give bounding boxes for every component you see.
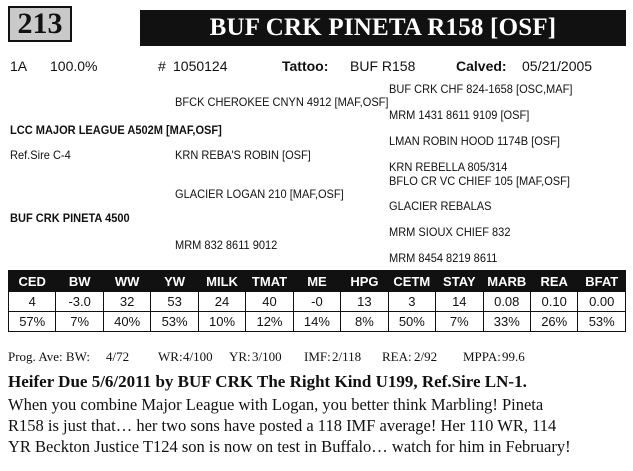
epd-value: -0 (293, 292, 340, 312)
pedigree-sds: LMAN ROBIN HOOD 1174B [OSF] (389, 134, 560, 148)
epd-percent: 12% (246, 312, 293, 332)
progeny-imf-label: IMF: (304, 349, 331, 364)
description-line: R158 is just that… her two sons have posted a 118 IMF average! Her 110 WR, 114 (8, 416, 557, 435)
progeny-yr-value: 3/100 (252, 349, 282, 364)
epd-value: 3 (388, 292, 435, 312)
epd-value: 0.00 (578, 292, 626, 312)
epd-value: -3.0 (56, 292, 103, 312)
epd-percent: 10% (198, 312, 245, 332)
epd-percent: 40% (103, 312, 150, 332)
epd-percent: 7% (56, 312, 103, 332)
progeny-mppa-label: MPPA: (463, 349, 501, 364)
percent-ownership: 100.0% (50, 58, 98, 74)
pedigree-sire-sire: BFCK CHEROKEE CNYN 4912 [MAF,OSF] (175, 95, 389, 109)
epd-value: 40 (246, 292, 293, 312)
calved-date: 05/21/2005 (522, 58, 593, 74)
epd-percent: 7% (436, 312, 483, 332)
epd-value: 53 (151, 292, 198, 312)
epd-value: 14 (436, 292, 483, 312)
progeny-yr-label: YR: (229, 349, 251, 364)
epd-value-row (9, 292, 626, 312)
pedigree-dam-dam: MRM 832 8611 9012 (175, 238, 278, 252)
pedigree-dds: MRM SIOUX CHIEF 832 (389, 225, 511, 239)
progeny-imf-value: 2/118 (332, 349, 362, 364)
lot-number: 213 (8, 6, 72, 42)
description-line: When you combine Major League with Logan, you better think Marbling! Pineta (8, 395, 544, 414)
description (8, 394, 626, 457)
pedigree-ref-sire: Ref.Sire C-4 (10, 148, 71, 162)
description-line: YR Beckton Justice T124 son is now on test in Buffalo… watch for him in February! (8, 437, 571, 456)
epd-header: ME (293, 271, 340, 292)
epd-percent: 33% (483, 312, 530, 332)
epd-table (8, 270, 626, 332)
progeny-rea-label: REA: (382, 349, 412, 364)
epd-header-row (9, 271, 626, 292)
epd-percent: 53% (578, 312, 626, 332)
tattoo-value: BUF R158 (350, 58, 416, 74)
epd-header: REA (530, 271, 577, 292)
epd-value: 24 (198, 292, 245, 312)
progeny-rea-value: 2/92 (414, 349, 438, 364)
pedigree-ssd: MRM 1431 8611 9109 [OSF] (389, 108, 530, 122)
tattoo-label: Tattoo: (282, 58, 329, 74)
breeding-headline: Heifer Due 5/6/2011 by BUF CRK The Right Kind U199, Ref.Sire LN-1. (8, 372, 527, 391)
epd-value: 4 (9, 292, 56, 312)
epd-header: CETM (388, 271, 435, 292)
epd-header: YW (151, 271, 198, 292)
pedigree-dam: BUF CRK PINETA 4500 (10, 211, 130, 225)
epd-percent: 26% (530, 312, 577, 332)
epd-header: MARB (483, 271, 530, 292)
epd-header: CED (9, 271, 56, 292)
pedigree-dsd: GLACIER REBALAS (389, 199, 492, 213)
calved-label: Calved: (456, 58, 507, 74)
pedigree-dam-sire: GLACIER LOGAN 210 [MAF,OSF] (175, 187, 344, 201)
pedigree-dss: BFLO CR VC CHIEF 105 [MAF,OSF] (389, 174, 570, 188)
progeny-bw-value: 4/72 (106, 349, 130, 364)
animal-name: BUF CRK PINETA R158 [OSF] (140, 10, 626, 46)
pedigree-sire: LCC MAJOR LEAGUE A502M [MAF,OSF] (10, 123, 222, 137)
epd-percent-row (9, 312, 626, 332)
epd-percent: 8% (341, 312, 388, 332)
lot-position: 1A (10, 58, 28, 74)
epd-header: HPG (341, 271, 388, 292)
epd-value: 32 (103, 292, 150, 312)
epd-percent: 14% (293, 312, 340, 332)
pedigree-ddd: MRM 8454 8219 8611 (389, 251, 498, 265)
epd-percent: 57% (9, 312, 56, 332)
epd-percent: 53% (151, 312, 198, 332)
epd-header: BFAT (578, 271, 626, 292)
epd-header: STAY (436, 271, 483, 292)
registration-label: # (158, 58, 166, 74)
epd-header: BW (56, 271, 103, 292)
epd-value: 13 (341, 292, 388, 312)
pedigree-sdd: KRN REBELLA 805/314 (389, 160, 508, 174)
epd-value: 0.08 (483, 292, 530, 312)
registration-number: 1050124 (173, 58, 228, 74)
progeny-mppa-value: 99.6 (502, 349, 525, 364)
progeny-wr-label: WR: (158, 349, 183, 364)
epd-header: MILK (198, 271, 245, 292)
pedigree-sire-dam: KRN REBA'S ROBIN [OSF] (175, 148, 311, 162)
epd-header: TMAT (246, 271, 293, 292)
epd-value: 0.10 (530, 292, 577, 312)
pedigree-sss: BUF CRK CHF 824-1658 [OSC,MAF] (389, 82, 573, 96)
progeny-bw-label: Prog. Ave: BW: (8, 349, 90, 364)
epd-percent: 50% (388, 312, 435, 332)
progeny-wr-value: 4/100 (183, 349, 213, 364)
epd-header: WW (103, 271, 150, 292)
